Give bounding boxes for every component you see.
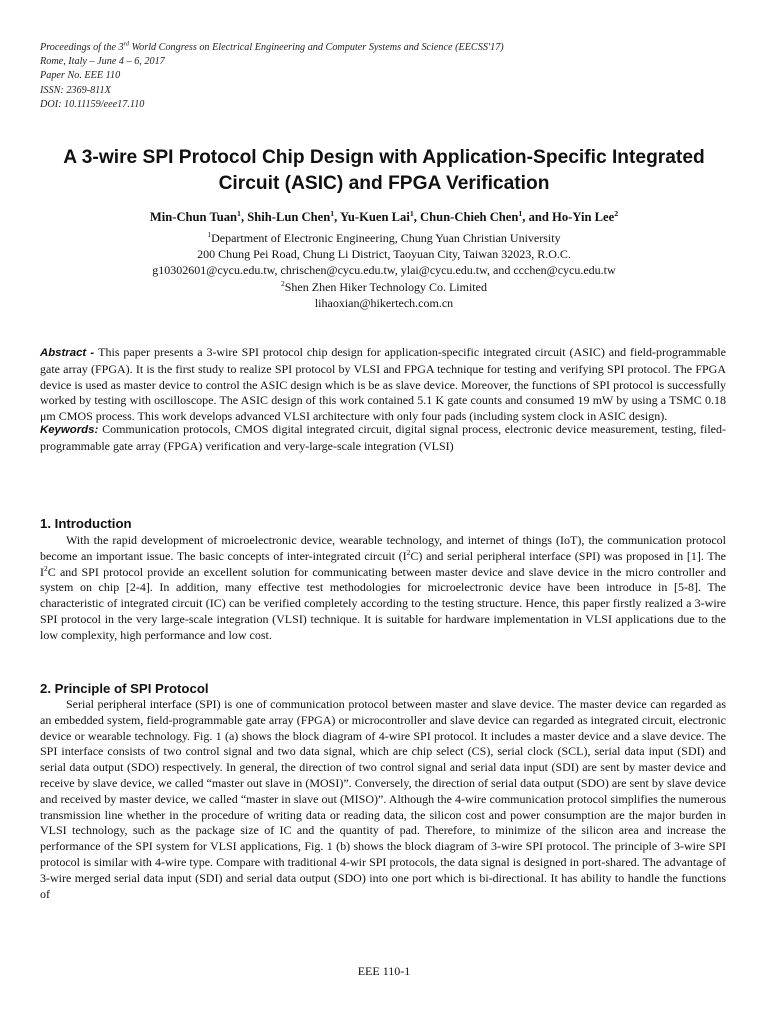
keywords-label: Keywords: [40, 424, 95, 436]
affiliation-company: Shen Zhen Hiker Technology Co. Limited: [284, 279, 487, 294]
affiliation-dept: Department of Electronic Engineering, Chung Yuan Christian University: [211, 231, 561, 245]
affiliation-mark: 1: [330, 208, 335, 218]
conference-name-start: Proceedings of the 3: [40, 42, 124, 53]
affiliation-mark: 1: [409, 208, 414, 218]
author: Chun-Chieh Chen: [420, 210, 519, 224]
abstract: [40, 345, 726, 425]
text-run: With the rapid development of microelectronic device, wearable technology, and internet of things (IoT), the communication protocol become an important issue. The basic concepts of inter-integrated circuit (I: [40, 533, 726, 563]
abstract-text: This paper presents a 3-wire SPI protocol chip design for application-specific integrated circuit (ASIC) and field-programmable gate array (FPGA). It is the first study to realize SPI protocol by VLSI and FPGA technique for testing and verifying SPI protocol. The FPGA device is used as master device to control the ASIC design which is be as slave device. Moreover, the functions of SPI protocol is successfully worked by testing with oscilloscope. The ASIC design of this work contained 5.1 K gate counts and consumed 19 mW by using a TSMC 0.18 μm CMOS process. This work develops advanced VLSI architecture with only four pads (including system clock in ASIC design).: [40, 345, 726, 424]
text-run: C and SPI protocol provide an excellent solution for communicating between master device and slave device in the micro controller and system on chip [2-4]. In addition, many effective test methodologies for microelectronic device have been introduce in [5-8]. The characteristic of integrated circuit (IC) can be verified completely according to the testing structure. Hence, this paper firstly realized a 3-wire SPI protocol in the very large-scale integration (VLSI) technique. It is suitable for hardware implementation in VLSI applications due to the low complexity, high performance and low cost.: [40, 564, 726, 642]
separator: ,: [334, 210, 340, 224]
company-email: lihaoxian@hikertech.com.cn: [314, 295, 454, 310]
author: Yu-Kuen Lai: [339, 210, 410, 224]
title-line-2: Circuit (ASIC) and FPGA Verification: [218, 173, 550, 194]
title-line-1: A 3-wire SPI Protocol Chip Design with Application-Specific Integrated: [63, 147, 705, 168]
keywords: [40, 422, 726, 455]
author-emails: g10302601@cycu.edu.tw, chrischen@cycu.edu.tw, ylai@cycu.edu.tw, and ccchen@cycu.edu.tw: [152, 263, 616, 278]
affiliation-mark: 1: [237, 208, 241, 218]
separator: ,: [522, 210, 529, 224]
affiliation-mark: 2: [614, 208, 619, 218]
paper-title: [30, 145, 738, 197]
conference-name-end: World Congress on Electrical Engineering and Computer Systems and Science (EECSS'17): [129, 42, 504, 53]
paper-number: Paper No. EEE 110: [40, 70, 121, 82]
author: Shih-Lun Chen: [247, 210, 331, 224]
affiliation-mark: 2: [281, 278, 285, 288]
author: Min-Chun Tuan: [149, 210, 238, 224]
conference-line: [40, 41, 740, 55]
section-heading-introduction: 1. Introduction: [40, 516, 132, 531]
text-run: C) and serial peripheral interface (SPI) was proposed in [1]. The I: [40, 548, 726, 579]
conference-header: [40, 41, 740, 112]
page-number: EEE 110-1: [357, 964, 411, 978]
affiliation-mark: 1: [518, 208, 523, 218]
author: and Ho-Yin Lee: [528, 210, 615, 224]
affiliation-2: [30, 279, 738, 295]
separator: ,: [413, 210, 421, 224]
ordinal-superscript: rd: [123, 40, 130, 48]
introduction-paragraph: [40, 533, 726, 644]
issn: ISSN: 2369-811X: [40, 84, 111, 96]
conference-location: Rome, Italy – June 4 – 6, 2017: [40, 56, 165, 68]
doi: DOI: 10.11159/eee17.110: [40, 98, 145, 110]
abstract-label: Abstract -: [40, 347, 99, 359]
section-heading-principle: 2. Principle of SPI Protocol: [40, 681, 209, 696]
affiliation-mark: 1: [207, 230, 212, 239]
keywords-text: Communication protocols, CMOS digital integrated circuit, digital signal process, electronic device measurement, testing, filed-programmable gate array (FPGA) verification and very-large-scale integration (VLSI): [40, 422, 726, 453]
superscript: 2: [406, 547, 411, 557]
keywords-colon: :: [94, 424, 103, 436]
principle-paragraph: Serial peripheral interface (SPI) is one of communication protocol between master and slave device. The master device can regarded as an embedded system, field-programmable gate array (FPGA) or microcontroller and slave device can regarded as integrated circuit, electronic device or wearable technology. Fig. 1 (a) shows the block diagram of 4-wire SPI protocol. It includes a master device and a slave device. The SPI interface consists of two control signal and two data signal, which are chip select (CS), serial clock (SCL), serial data input (SDI) and serial data output (SDO) respectively. In general, the direction of two control signal and serial data input (SDI) are sent by master device and receive by slave device, we called “master out slave in (MOSI)”. Conversely, the direction of serial data output (SDO) are sent by slave device and received by master device, we called “master in slave out (MISO)”. Although the 4-wire communication protocol simplifies the numerous transmission line whether in the procedure of writing data or reading data, the silicon cost and power consumption are the major burden in VLSI technology, such as the package size of IC and the quantity of pad. Therefore, to minimize of the silicon area and increase the performance of the SPI system for VLSI applications, Fig. 1 (b) shows the block diagram of 3-wire SPI protocol. The principle of 3-wire SPI protocol is similar with 4-wire type. Compare with traditional 4-wir SPI protocols, the data signal is designed in port-shared. The advantage of 3-wire merged serial data input (SDI) and serial data output (SDO) into one port which is bi-directional. It has ability to handle the functions of: [40, 697, 726, 901]
affiliation-1: [30, 230, 738, 246]
author-list: [30, 210, 738, 225]
superscript: 2: [44, 563, 48, 573]
affiliations: [30, 230, 738, 311]
separator: ,: [240, 210, 248, 224]
affiliation-address: 200 Chung Pei Road, Chung Li District, Taoyuan City, Taiwan 32023, R.O.C.: [197, 247, 571, 262]
